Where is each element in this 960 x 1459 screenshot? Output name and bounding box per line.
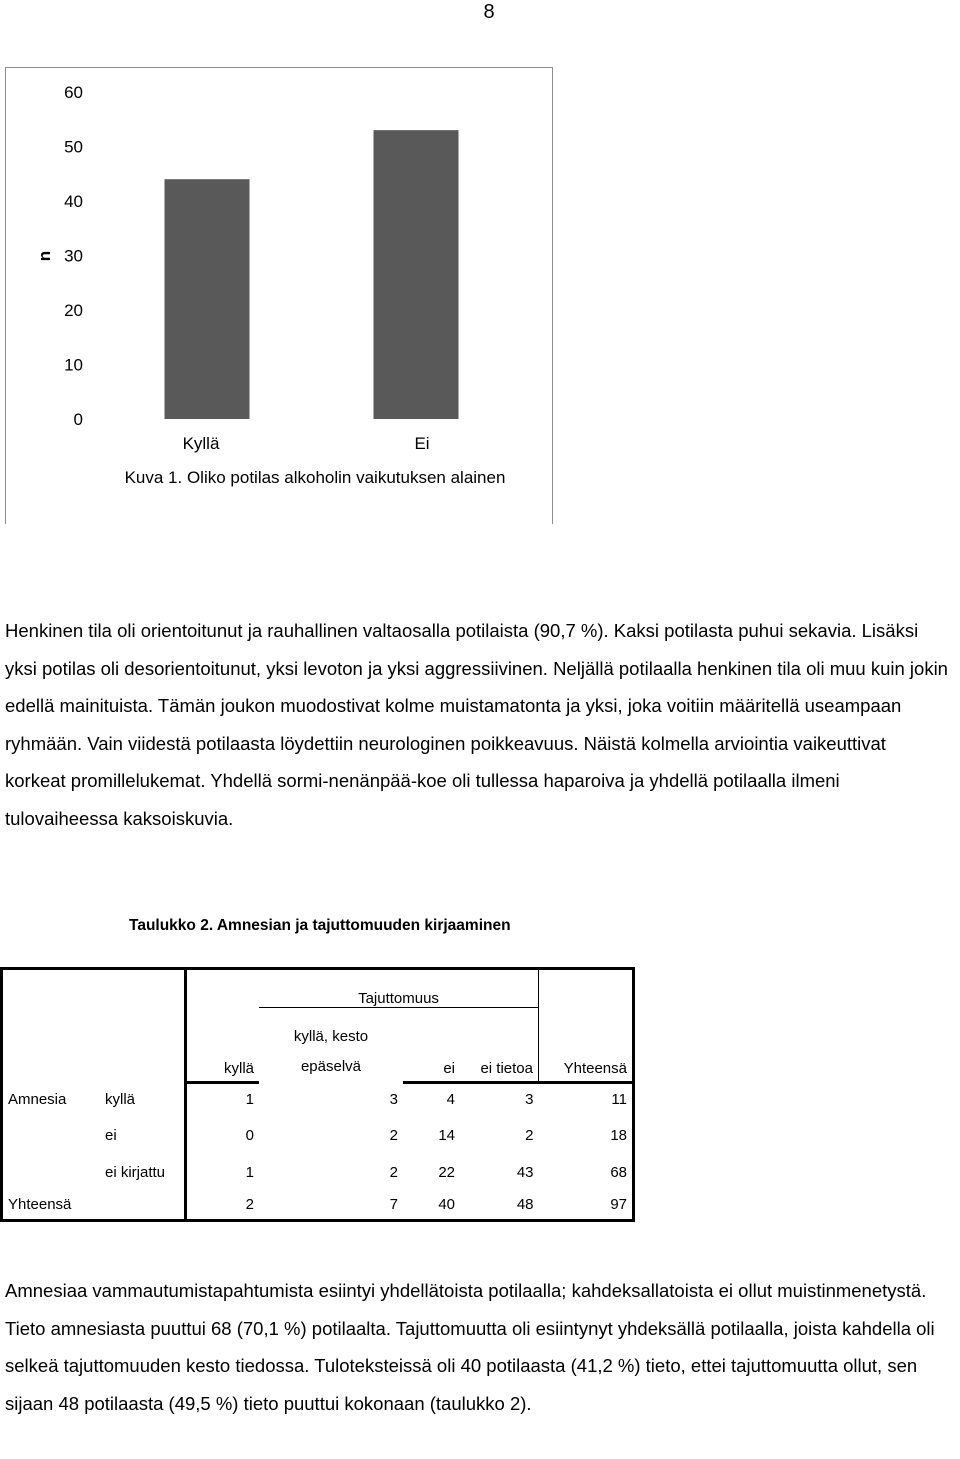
- col-kylla: kyllä: [186, 1047, 260, 1082]
- header-blank-ei: [403, 1008, 460, 1047]
- y-tick-label: 40: [64, 192, 83, 211]
- col-yhteensa: Yhteensä: [539, 1047, 634, 1082]
- cell: 2: [389, 1163, 398, 1181]
- bar-kylla: [165, 179, 250, 419]
- row-group-blank: [2, 1154, 101, 1190]
- cell: 14: [438, 1126, 455, 1144]
- col-kylla-kesto: [259, 1008, 403, 1083]
- row-label: kyllä: [105, 1090, 136, 1108]
- table-title: Taulukko 2. Amnesian ja tajuttomuuden kirjaaminen: [129, 917, 511, 934]
- bar-ei: [374, 130, 459, 419]
- y-tick-label: 30: [64, 246, 83, 266]
- row-total-label: Yhteensä: [2, 1190, 186, 1220]
- col-ei: ei: [403, 1047, 460, 1082]
- row-label: ei kirjattu: [105, 1163, 166, 1181]
- cell: 1: [186, 1154, 260, 1190]
- amnesia-table: [0, 967, 635, 1222]
- cell: 3: [525, 1091, 534, 1109]
- cell: 18: [539, 1116, 634, 1154]
- y-axis-label: n: [35, 250, 54, 262]
- y-tick-label: 0: [73, 410, 83, 429]
- cell: 2: [389, 1126, 398, 1144]
- total-cell: 48: [460, 1190, 539, 1220]
- col-kylla-kesto-line1: kyllä, kesto: [293, 1028, 369, 1045]
- row-label: ei: [105, 1126, 117, 1144]
- cell: 22: [438, 1163, 455, 1181]
- cell: 68: [539, 1154, 634, 1190]
- page-number: 8: [483, 1, 495, 23]
- y-tick-label: 10: [64, 355, 83, 375]
- chart-svg: [6, 68, 552, 524]
- y-tick-label: 60: [64, 83, 83, 102]
- cell: 4: [446, 1091, 455, 1109]
- header-blank: [186, 969, 260, 1047]
- row-group-blank: [2, 1116, 101, 1154]
- corner-cell: [2, 969, 101, 1083]
- total-cell: 7: [259, 1190, 403, 1220]
- figure-caption: Kuva 1. Oliko potilas alkoholin vaikutuksen alainen: [124, 468, 506, 487]
- bar-chart: [5, 67, 553, 524]
- corner-cell-2: [100, 969, 186, 1083]
- cell: 11: [539, 1082, 634, 1116]
- header-blank-right: [539, 969, 634, 1047]
- cell: 3: [389, 1090, 398, 1108]
- y-tick-label: 50: [64, 137, 83, 157]
- x-category-label: Ei: [414, 434, 430, 453]
- paragraph-amnesia: Amnesiaa vammautumistapahtumista esiintyi yhdellätoista potilaalla; kahdeksallatoista ei ollut muistinmenetystä. Tieto amnesiasta puuttui 68 (70,1 %) potilaalta. Tajuttomuutta oli esiintynyt yhdeksällä potilaalla, joista kahdella oli selkeä tajuttomuuden kesto tiedossa. Tuloteksteissä oli 40 potilaasta (41,2 %) tieto, ettei tajuttomuutta ollut, sen sijaan 48 potilaasta (49,5 %) tieto puuttui kokonaan (taulukko 2).: [5, 1280, 935, 1414]
- cell: 2: [525, 1126, 534, 1144]
- cell: 1: [186, 1082, 260, 1116]
- total-cell: 97: [539, 1190, 634, 1220]
- y-tick-label: 20: [64, 301, 83, 320]
- total-cell: 40: [403, 1190, 460, 1220]
- total-cell: 2: [186, 1190, 260, 1220]
- x-category-label: Kyllä: [182, 434, 220, 453]
- group-header-tajuttomuus: Tajuttomuus: [259, 969, 539, 1008]
- cell: 0: [186, 1116, 260, 1154]
- row-group-amnesia: Amnesia: [2, 1082, 101, 1116]
- paragraph-mental-state: Henkinen tila oli orientoitunut ja rauhallinen valtaosalla potilaista (90,7 %). Kaksi potilasta puhui sekavia. Lisäksi yksi potilas oli desorientoitunut, yksi levoton ja yksi aggressiivinen. Neljällä potilaalla henkinen tila oli muu kuin jokin edellä mainituista. Tämän joukon muodostivat kolme muistamatonta ja yksi, joka voitiin määritellä useampaan ryhmään. Vain viidestä potilaasta löydettiin neurologinen poikkeavuus. Näistä kolmella arviointia vaikeuttivat korkeat promillelukemat. Yhdellä sormi-nenänpää-koe oli tullessa haparoiva ja yhdellä potilaalla ilmeni tulovaiheessa kaksoiskuvia.: [5, 620, 948, 829]
- cell: 43: [516, 1163, 534, 1181]
- header-blank-eitietoa: [460, 1008, 539, 1047]
- col-kylla-kesto-line2: epäselvä: [300, 1058, 362, 1075]
- col-ei-tietoa: ei tietoa: [460, 1047, 539, 1082]
